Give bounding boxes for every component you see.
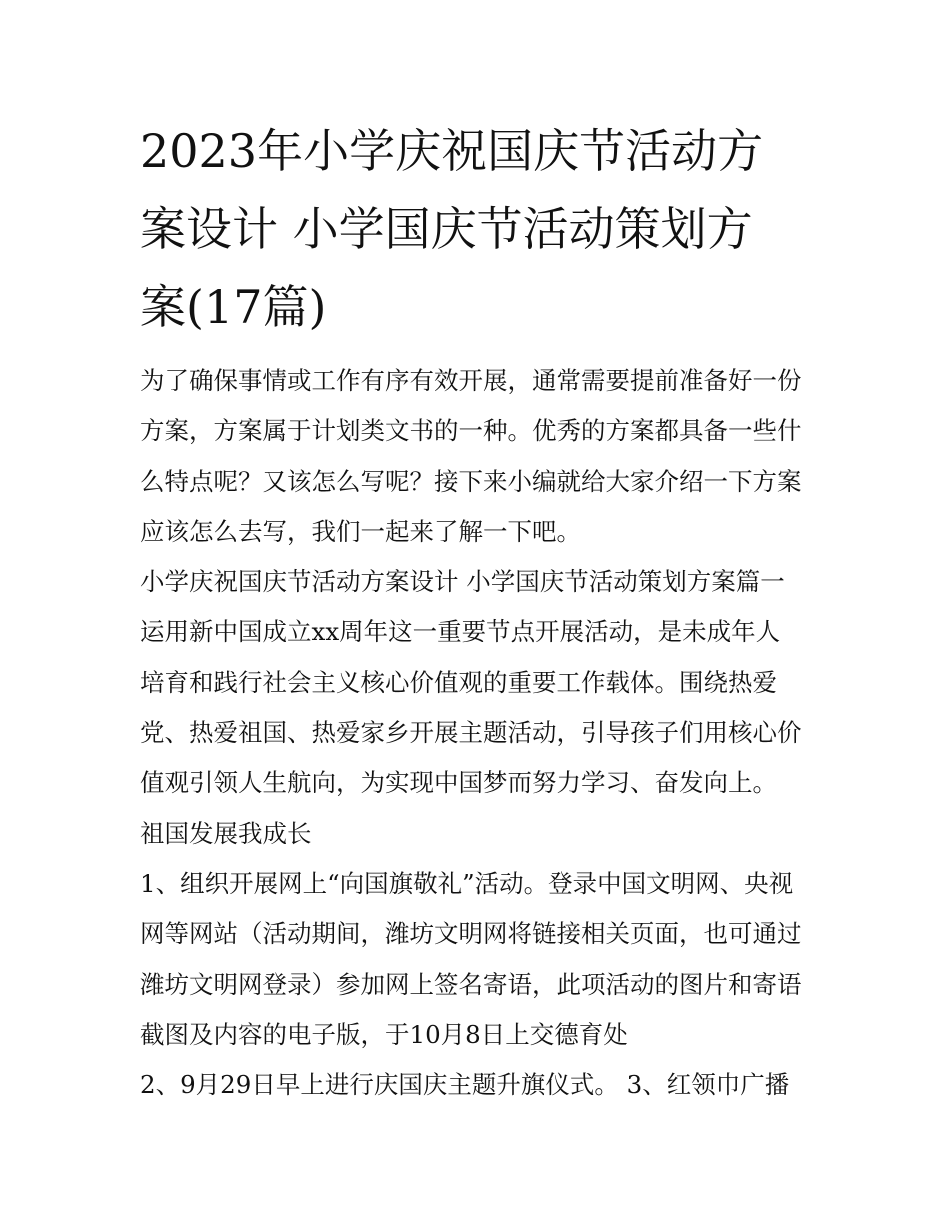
body-line: 潍坊文明网登录）参加网上签名寄语，此项活动的图片和寄语 (140, 969, 802, 999)
document-body (140, 356, 820, 1110)
body-line: 方案，方案属于计划类文书的一种。优秀的方案都具备一些什 (140, 416, 802, 446)
title-line: 2023年小学庆祝国庆节活动方 (140, 124, 764, 178)
title-line: 案(17篇) (140, 280, 327, 334)
document-title (140, 112, 820, 346)
section-heading: 祖国发展我成长 (140, 818, 312, 848)
body-line: 网等网站（活动期间，潍坊文明网将链接相关页面，也可通过 (140, 919, 802, 949)
body-line: 小学庆祝国庆节活动方案设计 小学国庆节活动策划方案篇一 (140, 567, 785, 597)
body-line: 1、组织开展网上“向国旗敬礼”活动。登录中国文明网、央视 (140, 868, 794, 898)
body-line: 为了确保事情或工作有序有效开展，通常需要提前准备好一份 (140, 366, 802, 395)
body-line: 2、9月29日早上进行庆国庆主题升旗仪式。 3、红领巾广播 (140, 1070, 790, 1100)
body-line: 么特点呢？又该怎么写呢？接下来小编就给大家介绍一下方案 (140, 466, 802, 496)
body-line: 培育和践行社会主义核心价值观的重要工作载体。围绕热爱 (140, 667, 777, 697)
title-line: 案设计 小学国庆节活动策划方 (140, 202, 753, 256)
body-line: 应该怎么去写，我们一起来了解一下吧。 (140, 516, 581, 546)
body-line: 党、热爱祖国、热爱家乡开展主题活动，引导孩子们用核心价 (140, 718, 802, 748)
body-line: 值观引领人生航向，为实现中国梦而努力学习、奋发向上。 (140, 768, 777, 798)
body-line: 运用新中国成立xx周年这一重要节点开展活动，是未成年人 (140, 617, 781, 647)
body-line: 截图及内容的电子版，于10月8日上交德育处 (140, 1019, 628, 1049)
